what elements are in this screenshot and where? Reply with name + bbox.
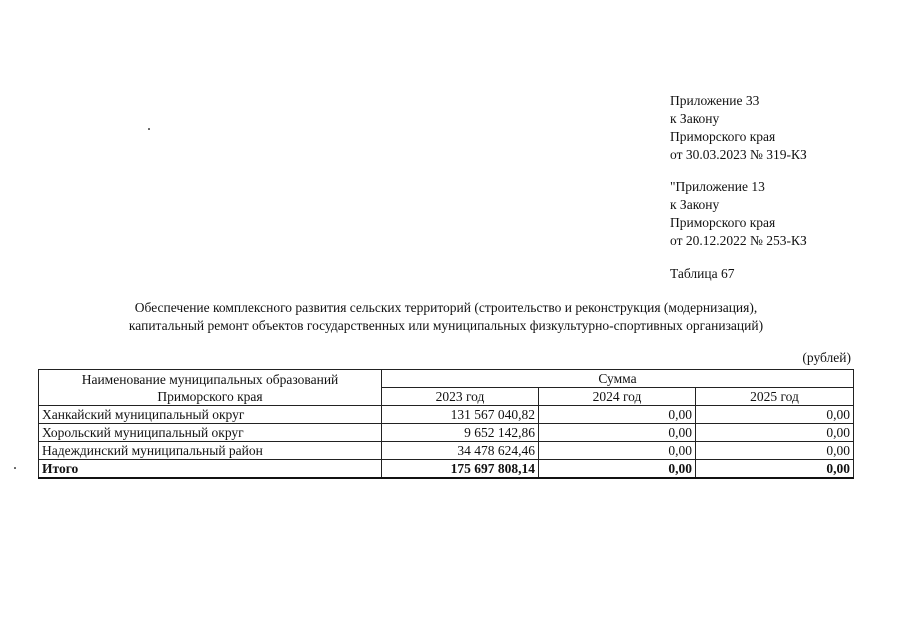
- total-value-2024: 0,00: [539, 460, 696, 479]
- row-municipality: Надеждинский муниципальный район: [39, 442, 382, 460]
- row-value-2024: 0,00: [539, 442, 696, 460]
- appendix-date: от 20.12.2022 № 253-КЗ: [670, 233, 807, 248]
- row-municipality: Ханкайский муниципальный округ: [39, 406, 382, 424]
- table-row: [39, 442, 854, 460]
- total-value-2023: 175 697 808,14: [382, 460, 539, 479]
- scan-speck: [148, 128, 150, 130]
- table-header-row: [39, 370, 854, 388]
- total-value-2025: 0,00: [696, 460, 854, 479]
- header-municipality-line-2: Приморского края: [157, 388, 263, 404]
- appendix-law-ref: к Закону: [670, 197, 720, 212]
- row-value-2025: 0,00: [696, 406, 854, 424]
- header-municipality-line-1: Наименование муниципальных образований: [81, 371, 339, 387]
- table-row: [39, 406, 854, 424]
- header-municipality: [39, 370, 382, 406]
- row-value-2025: 0,00: [696, 424, 854, 442]
- appendix-block-current: [670, 92, 807, 164]
- row-value-2023: 9 652 142,86: [382, 424, 539, 442]
- row-value-2023: 34 478 624,46: [382, 442, 539, 460]
- document-title: [40, 299, 852, 335]
- units-label: (рублей): [802, 350, 851, 365]
- header-year-2023: 2023 год: [382, 388, 539, 406]
- appendix-region: Приморского края: [670, 129, 776, 144]
- row-municipality: Хорольский муниципальный округ: [39, 424, 382, 442]
- row-value-2025: 0,00: [696, 442, 854, 460]
- appendix-region: Приморского края: [670, 215, 776, 230]
- appendix-law-ref: к Закону: [670, 111, 720, 126]
- header-sum: Сумма: [382, 370, 854, 388]
- row-value-2023: 131 567 040,82: [382, 406, 539, 424]
- total-label: Итого: [39, 460, 382, 479]
- appendix-number: "Приложение 13: [670, 179, 765, 194]
- appendix-date: от 30.03.2023 № 319-КЗ: [670, 147, 807, 162]
- row-value-2024: 0,00: [539, 406, 696, 424]
- appendix-block-previous: [670, 178, 807, 250]
- row-value-2024: 0,00: [539, 424, 696, 442]
- table-number: Таблица 67: [670, 266, 735, 281]
- title-line-1: Обеспечение комплексного развития сельских территорий (строительство и реконструкция (модернизация),: [134, 300, 758, 315]
- header-year-2024: 2024 год: [539, 388, 696, 406]
- header-year-2025: 2025 год: [696, 388, 854, 406]
- table-total-row: [39, 460, 854, 479]
- appendix-number: Приложение 33: [670, 93, 760, 108]
- table-row: [39, 424, 854, 442]
- scan-speck: [14, 467, 16, 469]
- title-line-2: капитальный ремонт объектов государственных или муниципальных физкультурно-спортивных организаций): [128, 318, 764, 333]
- funding-table: [38, 369, 854, 479]
